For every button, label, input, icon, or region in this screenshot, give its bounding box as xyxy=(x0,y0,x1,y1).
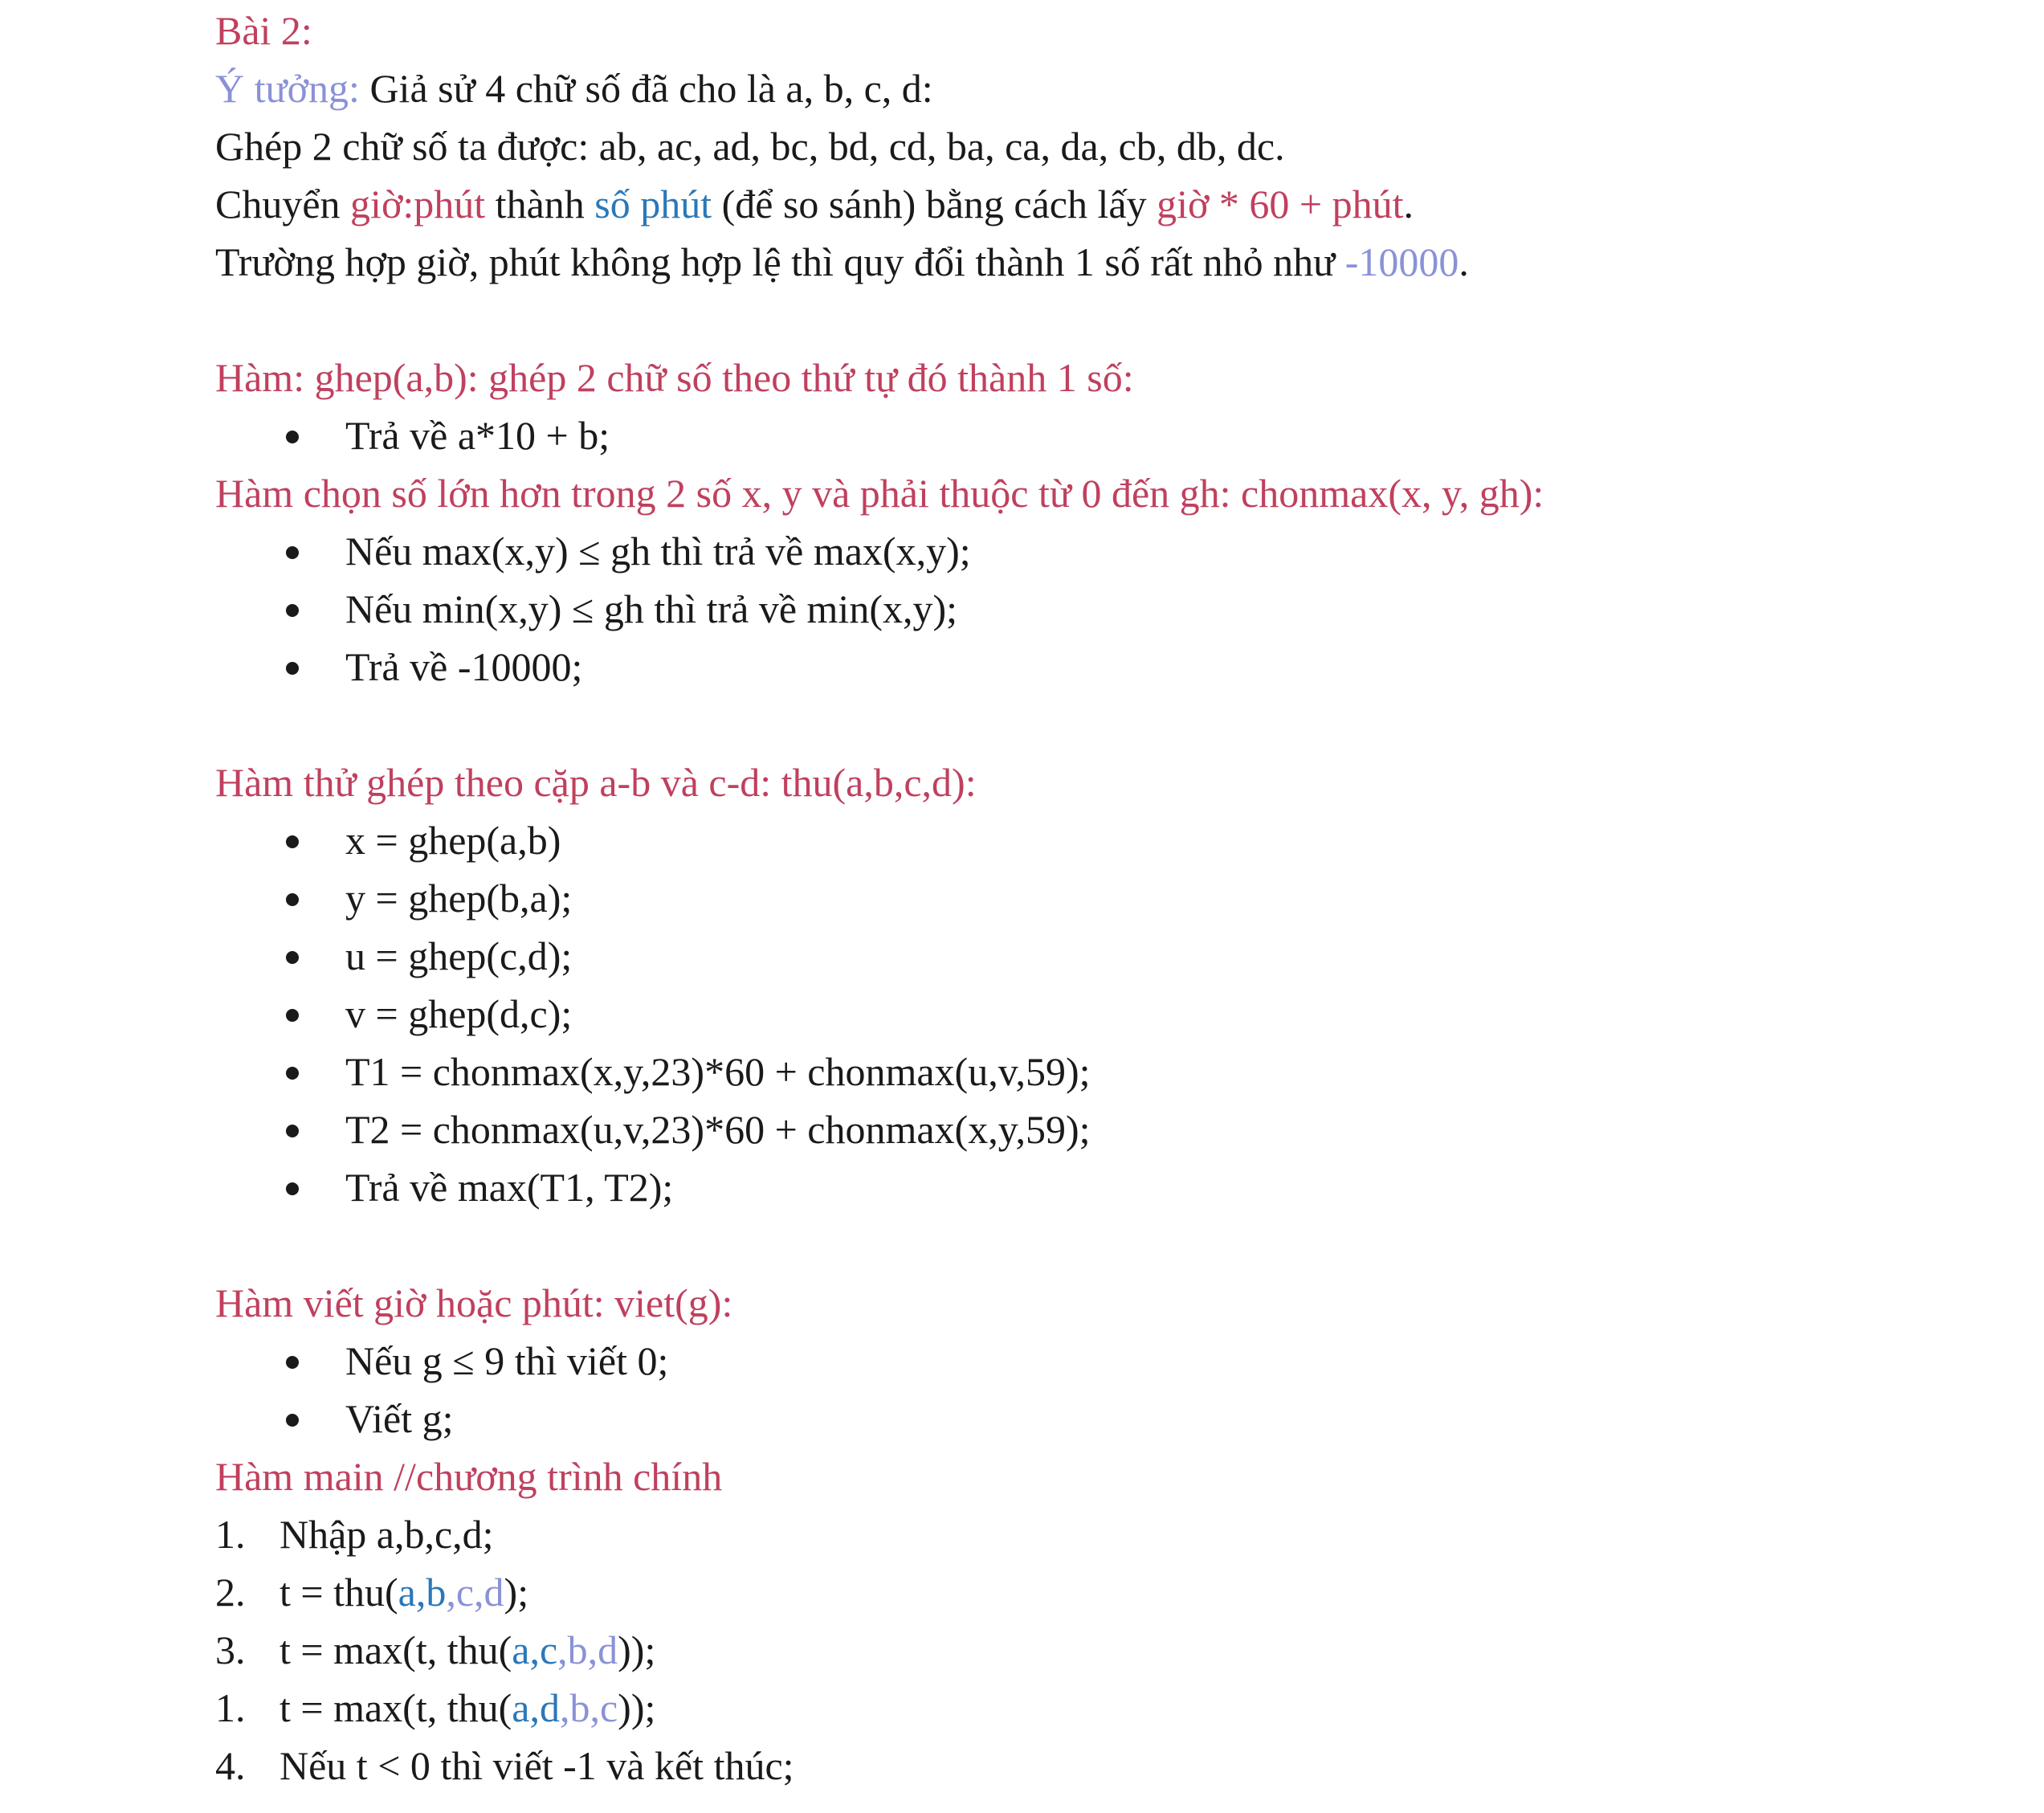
step-text: t = thu(a,b,c,d); xyxy=(279,1570,529,1615)
invalid-line xyxy=(215,238,1469,286)
step-number: 2. xyxy=(215,1570,246,1615)
exercise-title: Bài 2: xyxy=(215,8,312,53)
list-item-text: Trả về max(T1, T2); xyxy=(345,1165,674,1210)
list-item-text: Viết g; xyxy=(345,1396,454,1441)
convert-text-1: Chuyển xyxy=(215,182,351,227)
list-item-text: T2 = chonmax(u,v,23)*60 + chonmax(x,y,59); xyxy=(345,1107,1091,1152)
convert-formula: giờ * 60 + phút xyxy=(1157,182,1404,227)
invalid-text-1: Trường hợp giờ, phút không hợp lệ thì quy đổi thành 1 số rất nhỏ như xyxy=(215,239,1345,284)
document-page xyxy=(215,0,1982,1813)
thu-heading: Hàm thử ghép theo cặp a-b và c-d: thu(a,b,c,d): xyxy=(215,760,977,805)
bullet-icon xyxy=(286,604,299,617)
idea-line xyxy=(215,64,933,112)
bullet-icon xyxy=(286,1414,299,1427)
bullet-icon xyxy=(286,662,299,675)
list-item-text: Nếu max(x,y) ≤ gh thì trả về max(x,y); xyxy=(345,529,971,574)
list-item-text: Trả về a*10 + b; xyxy=(345,413,610,458)
convert-text-2: thành xyxy=(485,182,595,227)
list-item-text: v = ghep(d,c); xyxy=(345,991,573,1036)
list-item-text: Nếu g ≤ 9 thì viết 0; xyxy=(345,1338,669,1383)
bullet-icon xyxy=(286,546,299,559)
convert-hhmm: giờ:phút xyxy=(350,182,486,227)
list-item-text: Nếu min(x,y) ≤ gh thì trả về min(x,y); xyxy=(345,586,958,631)
convert-text-3: (để so sánh) bằng cách lấy xyxy=(712,182,1157,227)
bullet-icon xyxy=(286,1125,299,1137)
list-item-text: u = ghep(c,d); xyxy=(345,933,573,978)
convert-minutes: số phút xyxy=(594,182,712,227)
bullet-icon xyxy=(286,893,299,906)
list-item-text: y = ghep(b,a); xyxy=(345,876,573,921)
bullet-icon xyxy=(286,1356,299,1369)
bullet-icon xyxy=(286,835,299,848)
step-text: t = max(t, thu(a,d,b,c)); xyxy=(279,1685,656,1730)
step-text: Nhập a,b,c,d; xyxy=(279,1512,494,1557)
step-text: t = max(t, thu(a,c,b,d)); xyxy=(279,1627,656,1672)
idea-text: Giả sử 4 chữ số đã cho là a, b, c, d: xyxy=(359,66,933,111)
invalid-sentinel: -10000 xyxy=(1344,239,1459,284)
pairs-line: Ghép 2 chữ số ta được: ab, ac, ad, bc, bd, cd, ba, ca, da, cb, db, dc. xyxy=(215,124,1285,169)
step-number: 3. xyxy=(215,1627,246,1672)
list-item-text: x = ghep(a,b) xyxy=(345,818,561,863)
main-heading: Hàm main //chương trình chính xyxy=(215,1454,723,1499)
bullet-icon xyxy=(286,951,299,964)
list-item-text: Trả về -10000; xyxy=(345,644,583,689)
convert-text-4: . xyxy=(1403,182,1414,227)
bullet-icon xyxy=(286,431,299,443)
ghep-heading: Hàm: ghep(a,b): ghép 2 chữ số theo thứ tự đó thành 1 số: xyxy=(215,355,1134,400)
step-number: 4. xyxy=(215,1743,246,1788)
bullet-icon xyxy=(286,1009,299,1022)
convert-line xyxy=(215,180,1414,228)
step-number: 1. xyxy=(215,1512,246,1557)
idea-label: Ý tưởng: xyxy=(215,66,360,111)
bullet-icon xyxy=(286,1067,299,1080)
invalid-text-2: . xyxy=(1459,239,1469,284)
bullet-icon xyxy=(286,1182,299,1195)
step-text: Nếu t < 0 thì viết -1 và kết thúc; xyxy=(279,1743,794,1788)
step-number: 1. xyxy=(215,1685,246,1730)
list-item-text: T1 = chonmax(x,y,23)*60 + chonmax(u,v,59); xyxy=(345,1049,1091,1094)
viet-heading: Hàm viết giờ hoặc phút: viet(g): xyxy=(215,1280,733,1325)
chonmax-heading: Hàm chọn số lớn hơn trong 2 số x, y và phải thuộc từ 0 đến gh: chonmax(x, y, gh): xyxy=(215,471,1544,516)
